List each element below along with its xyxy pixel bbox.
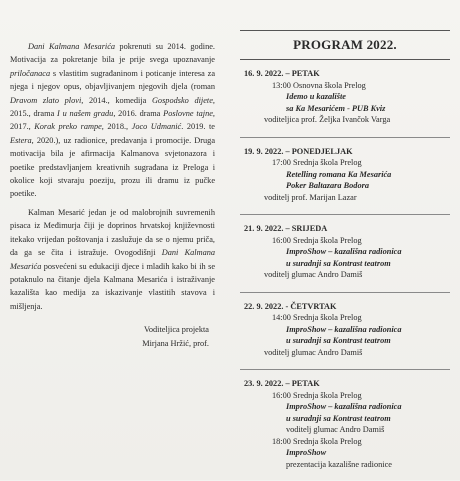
- program-session: [240, 80, 450, 126]
- program-column: [240, 30, 450, 481]
- text-run: , 2015., drama: [10, 95, 215, 119]
- text-run: Dani Kalmana Mesarića: [10, 248, 216, 271]
- program-day: [240, 146, 450, 204]
- program-title: PROGRAM 2022.: [240, 30, 450, 60]
- program-date: 19. 9. 2022. – PONEDJELJAK: [244, 146, 353, 156]
- text-run: . 2019. te: [181, 122, 215, 132]
- text-run: Joco Udmanić: [131, 122, 182, 132]
- program-date: 22. 9. 2022. - ČETVRTAK: [244, 301, 337, 311]
- text-run: Kalman Mesarić jedan je od malobrojnih suvremenih pisaca iz Međimurja čiji je doprinos hrvatskoj književnosti itekako vrijedan poštovanja i zaslužuje da se o njemu priča, da ga se čita i istražuje. Ovogodišnji: [10, 207, 215, 258]
- program-session: [240, 235, 450, 281]
- text-run: priločanaca: [10, 68, 51, 78]
- session-lead: voditeljica prof. Željka Ivančok Varga: [264, 115, 391, 124]
- text-run: Gospodsko dijete: [151, 95, 213, 105]
- program-session: [240, 390, 450, 436]
- text-run: Estera: [10, 135, 32, 145]
- intro-column: [10, 40, 215, 351]
- session-time-venue: 16:00 Srednja škola Prelog: [272, 235, 362, 245]
- session-title: u suradnji sa Kontrast teatrom: [286, 336, 391, 345]
- program-session: [240, 312, 450, 358]
- text-run: , 2020.), uz radionice, predavanja i promocije. Druga motivacija bila je afirmacija Kalmanova svjetonazora i poetike predstavljanjem kreativnih sugrađana iz Preloga i okolice koji stvaraju poeziju, prozu ili dramu iz pučke poetike.: [10, 135, 215, 199]
- intro-paragraph-1: [10, 40, 215, 201]
- program-schedule: [240, 68, 450, 470]
- text-run: Dani Kalmana Mesarića: [28, 42, 116, 51]
- program-session: [240, 157, 450, 203]
- signature-role: Voditeljica projekta: [143, 325, 209, 335]
- session-lead: voditelj glumac Andro Damiš: [264, 347, 363, 357]
- session-title: u suradnji sa Kontrast teatrom: [286, 258, 391, 268]
- session-title: sa Ka Mesarićem - PUB Kviz: [286, 103, 386, 113]
- text-run: pokrenuti su 2014. godine. Motivacija za pokretanje bila je prije svega upoznavanje: [10, 42, 215, 65]
- text-run: , 2018.,: [101, 122, 132, 132]
- session-title: ImproShow: [286, 448, 327, 457]
- program-day: [240, 68, 450, 126]
- program-session: [240, 436, 450, 471]
- text-run: , 2016. drama: [113, 109, 164, 119]
- session-time-venue: 18:00 Srednja škola Prelog: [272, 436, 362, 446]
- program-day: [240, 378, 450, 470]
- text-run: s vlastitim sugrađaninom i poticanje interesa za njega i njegov opus, objavljivanjem njegovih djela (roman: [10, 68, 215, 92]
- session-time-venue: 17:00 Srednja škola Prelog: [272, 158, 362, 167]
- day-divider: [240, 369, 450, 370]
- program-date: 23. 9. 2022. – PETAK: [244, 379, 320, 388]
- text-run: , 2017.,: [10, 109, 215, 132]
- session-title: Retelling romana Ka Mesarića: [286, 169, 392, 179]
- signature-block: [10, 323, 215, 351]
- text-run: Dravom zlato plovi: [10, 95, 82, 105]
- session-lead: voditelj prof. Marijan Lazar: [264, 192, 357, 202]
- session-title: ImproShow – kazališna radionica: [286, 402, 402, 411]
- day-divider: [240, 137, 450, 138]
- day-divider: [240, 214, 450, 215]
- session-title: u suradnji sa Kontrast teatrom: [286, 413, 391, 423]
- session-title: ImproShow – kazališna radionica: [286, 324, 402, 334]
- program-day: [240, 223, 450, 281]
- session-lead: voditelj glumac Andro Damiš: [286, 425, 385, 434]
- session-title: Poker Baltazara Bodora: [286, 181, 369, 190]
- text-run: , 2014., komedija: [81, 95, 152, 105]
- session-time-venue: 13:00 Osnovna škola Prelog: [272, 80, 366, 90]
- text-run: Poslovne tajne: [163, 109, 213, 119]
- day-divider: [240, 292, 450, 293]
- session-title: ImproShow – kazališna radionica: [286, 247, 402, 256]
- program-date: 16. 9. 2022. – PETAK: [244, 69, 320, 78]
- session-lead: voditelj glumac Andro Damiš: [264, 270, 363, 279]
- text-run: posvećeni su edukaciji djece i mladih kako bi ih se potaknulo na čitanje djela Kalmana Mesarića i istraživanje kazališta kao medija za iskazivanje vlastitih stavova i mišljenja.: [10, 261, 215, 311]
- session-lead: prezentacija kazališne radionice: [286, 459, 392, 469]
- intro-paragraph-2: [10, 206, 215, 313]
- program-day: [240, 301, 450, 359]
- session-time-venue: 14:00 Srednja škola Prelog: [272, 313, 362, 322]
- session-title: Idemo u kazalište: [286, 92, 346, 101]
- program-date: 21. 9. 2022. – SRIJEDA: [244, 224, 328, 233]
- signature-name: Mirjana Hržić, prof.: [142, 339, 209, 349]
- text-run: Korak preko rampe: [34, 122, 102, 132]
- session-time-venue: 16:00 Srednja škola Prelog: [272, 390, 362, 400]
- text-run: I u našem gradu: [57, 109, 114, 119]
